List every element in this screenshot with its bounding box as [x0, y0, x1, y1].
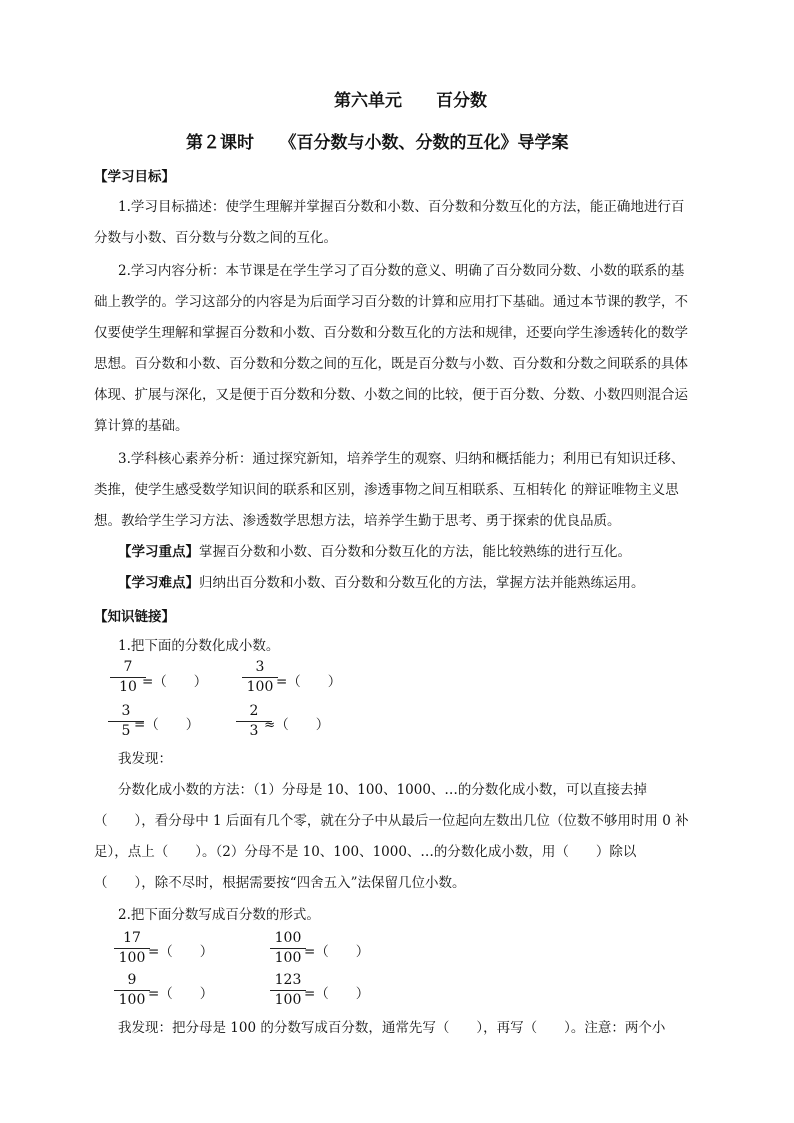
- method-line-1: 分数化成小数的方法：（1）分母是 10、100、1000、…的分数化成小数，可以直接去掉: [118, 782, 647, 798]
- objective-2-line-1: 2.学习内容分析：本节课是在学生学习了百分数的意义、明确了百分数同分数、小数的联系的基: [118, 263, 685, 279]
- method-line-2: （ ），看分母中 1 后面有几个零，就在分子中从最后一位起向左数出几位（位数不够用时用 0 补: [94, 813, 689, 829]
- exercise-2-title: 2.把下面分数写成百分数的形式。: [118, 907, 320, 923]
- answer-blank: =（ ）: [304, 944, 370, 960]
- answer-blank: =（ ）: [276, 674, 342, 690]
- objectives-heading: 【学习目标】: [94, 169, 175, 185]
- difficulty-point: [118, 574, 645, 592]
- objective-2-line-5: 体现、扩展与深化，又是便于百分数和分数、小数之间的比较，便于百分数、分数、小数四则混合运: [94, 387, 688, 403]
- denominator: 5: [121, 723, 131, 739]
- difficulty-text: 归纳出百分数和小数、百分数和分数互化的方法，掌握方法并能熟练运用。: [199, 575, 645, 591]
- objective-3-line-3: 想。教给学生学习方法、渗透数学思想方法，培养学生勤于思考、勇于探索的优良品质。: [94, 513, 621, 529]
- denominator: 100: [274, 950, 302, 966]
- numerator: 17: [123, 930, 141, 946]
- fraction: [110, 659, 146, 696]
- method-line-3: 足），点上（ ）。（2）分母不是 10、100、1000、…的分数化成小数，用（ ）除以: [94, 844, 637, 860]
- denominator: 100: [118, 992, 146, 1008]
- key-point-label: 【学习重点】: [118, 544, 199, 560]
- numerator: 2: [249, 703, 259, 719]
- unit-title: 第六单元 百分数: [334, 91, 487, 111]
- fraction: [114, 930, 150, 967]
- exercise-1-title: 1.把下面的分数化成小数。: [118, 638, 280, 654]
- answer-blank: ≈（ ）: [264, 717, 330, 733]
- numerator: 3: [255, 659, 265, 675]
- fraction-bar: [114, 948, 150, 949]
- denominator: 10: [119, 679, 137, 695]
- fraction-bar: [242, 677, 278, 678]
- fraction-bar: [110, 677, 146, 678]
- discover-label: 我发现：: [118, 751, 172, 767]
- answer-blank: =（ ）: [304, 986, 370, 1002]
- numerator: 123: [274, 972, 302, 988]
- denominator: 3: [249, 723, 259, 739]
- numerator: 3: [121, 703, 131, 719]
- fraction: [270, 930, 306, 967]
- fraction-bar: [270, 990, 306, 991]
- fraction: [114, 972, 150, 1009]
- denominator: 100: [246, 679, 274, 695]
- numerator: 100: [274, 930, 302, 946]
- fraction: [242, 659, 278, 696]
- fraction-bar: [270, 948, 306, 949]
- denominator: 100: [118, 950, 146, 966]
- objective-2-line-4: 思想。百分数和小数、百分数和分数之间的互化，既是百分数与小数、百分数和分数之间联系的具体: [94, 356, 688, 372]
- answer-blank: =（ ）: [148, 986, 214, 1002]
- objective-2-line-3: 仅要使学生理解和掌握百分数和小数、百分数和分数互化的方法和规律，还要向学生渗透转化的数学: [94, 325, 688, 341]
- objective-1-line-2: 分数与小数、百分数与分数之间的互化。: [94, 230, 337, 246]
- exercise-2-discover: 我发现：把分母是 100 的分数写成百分数，通常先写（ ），再写（ ）。注意：两个小: [118, 1020, 666, 1036]
- denominator: 100: [274, 992, 302, 1008]
- objective-3-line-1: 3.学科核心素养分析：通过探究新知，培养学生的观察、归纳和概括能力；利用已有知识迁移、: [118, 451, 685, 467]
- objective-3-line-2: 类推，使学生感受数学知识间的联系和区别，渗透事物之间互相联系、互相转化 的辩证唯物主义思: [94, 482, 679, 498]
- answer-blank: =（ ）: [134, 717, 200, 733]
- objective-2-line-6: 算计算的基础。: [94, 418, 189, 434]
- objective-1-line-1: 1.学习目标描述：使学生理解并掌握百分数和小数、百分数和分数互化的方法，能正确地进行百: [118, 199, 685, 215]
- numerator: 9: [127, 972, 137, 988]
- answer-blank: =（ ）: [148, 944, 214, 960]
- difficulty-label: 【学习难点】: [118, 575, 199, 591]
- lesson-title: 第２课时 《百分数与小数、分数的互化》导学案: [186, 133, 569, 153]
- knowledge-heading: 【知识链接】: [94, 609, 175, 625]
- method-line-4: （ ），除不尽时，根据需要按“四舍五入”法保留几位小数。: [94, 875, 466, 891]
- fraction-bar: [114, 990, 150, 991]
- objective-2-line-2: 础上教学的。学习这部分的内容是为后面学习百分数的计算和应用打下基础。通过本节课的教学，不: [94, 294, 688, 310]
- fraction: [270, 972, 306, 1009]
- key-point-text: 掌握百分数和小数、百分数和分数互化的方法，能比较熟练的进行互化。: [199, 544, 631, 560]
- numerator: 7: [123, 659, 133, 675]
- answer-blank: =（ ）: [142, 674, 208, 690]
- key-point: [118, 543, 631, 561]
